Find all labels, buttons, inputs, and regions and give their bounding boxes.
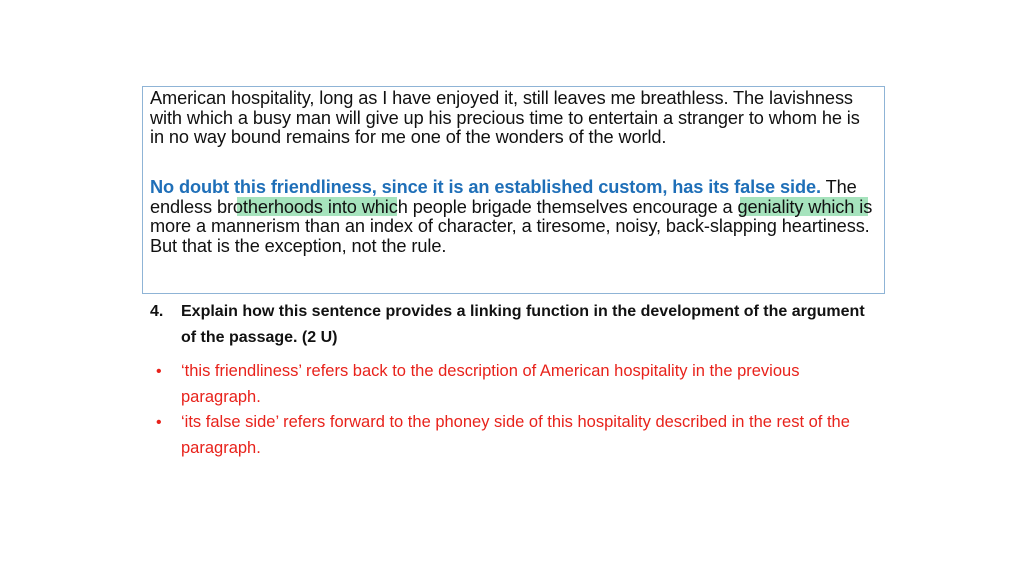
passage-paragraph-2-rest: The endless brotherhoods into which people brigade themselves encourage a geniality which is more a mannerism than an index of character, a tiresome, noisy, back-slapping heartiness. But that is the exception, not the rule. bbox=[150, 177, 873, 256]
answer-list bbox=[156, 359, 876, 461]
question-number: 4. bbox=[150, 303, 164, 320]
question bbox=[150, 299, 880, 350]
passage-paragraph-1: American hospitality, long as I have enjoyed it, still leaves me breathless. The lavishness with which a busy man will give up his precious time to entertain a stranger to whom he is in no way bound remains for me one of the wonders of the world. bbox=[150, 88, 860, 148]
bullet-icon: • bbox=[156, 414, 162, 431]
answer-item bbox=[156, 359, 876, 410]
answer-text: ‘this friendliness’ refers back to the description of American hospitality in the previous paragraph. bbox=[181, 362, 800, 406]
answer-item bbox=[156, 410, 876, 461]
answer-text: ‘its false side’ refers forward to the phoney side of this hospitality described in the rest of the paragraph. bbox=[181, 413, 850, 457]
passage-paragraph-2 bbox=[150, 178, 875, 256]
bullet-icon: • bbox=[156, 363, 162, 380]
question-text: Explain how this sentence provides a linking function in the development of the argument of the passage. (2 U) bbox=[181, 303, 865, 346]
key-sentence: No doubt this friendliness, since it is an established custom, has its false side. bbox=[150, 177, 821, 197]
